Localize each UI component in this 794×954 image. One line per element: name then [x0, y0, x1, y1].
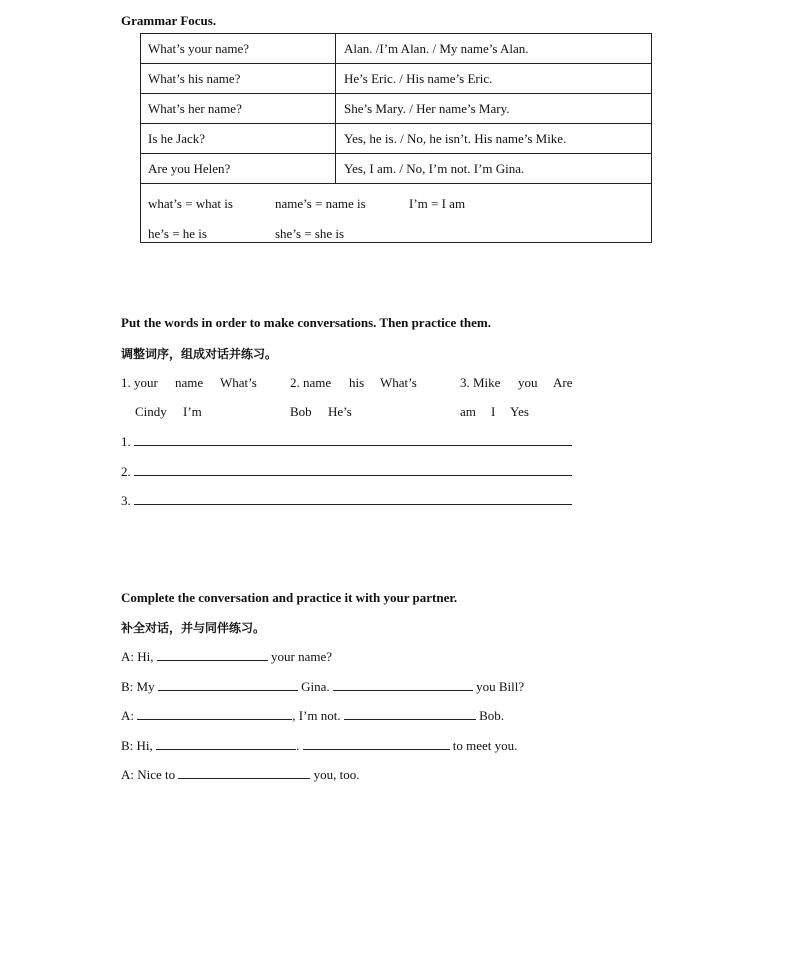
- dialogue-line-4: [121, 738, 517, 754]
- question-cell: Are you Helen?: [141, 154, 336, 183]
- word-group-2-word: his: [349, 375, 365, 390]
- word-group-3-word: Yes: [510, 404, 529, 419]
- dialogue-text: you, too.: [313, 767, 360, 782]
- contraction-whats: what’s = what is: [148, 196, 233, 211]
- fill-blank[interactable]: [303, 738, 450, 750]
- dialogue-line-3: [121, 708, 504, 724]
- answer-cell: She’s Mary. / Her name’s Mary.: [344, 100, 510, 116]
- answer-line-number: 3.: [121, 493, 131, 508]
- word-group-1-word: What’s: [220, 375, 257, 390]
- dialogue-text: Gina.: [301, 679, 330, 694]
- dialogue-text: B: My: [121, 679, 155, 694]
- answer-line-number: 2.: [121, 464, 131, 479]
- word-group-3-word: I: [491, 404, 496, 419]
- dialogue-text: your name?: [271, 649, 333, 664]
- dialogue-text: A:: [121, 708, 134, 723]
- answer-cell: Alan. /I’m Alan. / My name’s Alan.: [344, 40, 529, 56]
- answer-blank[interactable]: [134, 464, 572, 476]
- fill-blank[interactable]: [157, 649, 268, 661]
- dialogue-text: you Bill?: [476, 679, 525, 694]
- contraction-shes: she’s = she is: [275, 226, 345, 241]
- table-row: [141, 94, 651, 124]
- dialogue-line-2: [121, 679, 524, 695]
- table-row: [141, 124, 651, 154]
- word-group-1-number: 1. your: [121, 375, 158, 390]
- answer-blank[interactable]: [134, 434, 572, 446]
- word-group-3-number: 3. Mike: [460, 375, 501, 390]
- fill-blank[interactable]: [178, 767, 310, 779]
- answer-blank[interactable]: [134, 493, 572, 505]
- fill-blank[interactable]: [344, 708, 476, 720]
- dialogue-text: B: Hi,: [121, 738, 153, 753]
- answer-cell: Yes, he is. / No, he isn’t. His name’s Mike.: [344, 130, 567, 146]
- fill-blank[interactable]: [158, 679, 298, 691]
- answer-cell: He’s Eric. / His name’s Eric.: [344, 70, 493, 86]
- dialogue-text: .: [296, 738, 300, 753]
- word-group-3-word: you: [518, 375, 538, 390]
- word-group-1-word: name: [175, 375, 204, 390]
- fill-blank[interactable]: [137, 708, 292, 720]
- dialogue-line-5: [121, 767, 360, 783]
- answer-line-2[interactable]: [121, 464, 572, 480]
- dialogue-text: A: Hi,: [121, 649, 154, 664]
- dialogue-text: A: Nice to: [121, 767, 176, 782]
- dialogue-text: to meet you.: [452, 738, 518, 753]
- word-group-2-word: What’s: [380, 375, 417, 390]
- word-group-3-word: am: [460, 404, 476, 419]
- contraction-hes: he’s = he is: [148, 226, 207, 241]
- table-row: [141, 64, 651, 94]
- order-title-cn: 调整词序，组成对话并练习。: [121, 347, 278, 361]
- question-cell: What’s his name?: [141, 64, 336, 93]
- table-row: [141, 154, 651, 184]
- table-row: [141, 34, 651, 64]
- contraction-im: I’m = I am: [409, 196, 466, 211]
- grammar-focus-title: Grammar Focus.: [121, 13, 217, 28]
- word-group-1-word: I’m: [183, 404, 202, 419]
- word-group-3-word: Are: [553, 375, 573, 390]
- grammar-table: [140, 33, 652, 243]
- answer-line-1[interactable]: [121, 434, 572, 450]
- answer-cell: Yes, I am. / No, I’m not. I’m Gina.: [344, 160, 525, 176]
- word-group-2-word: Bob: [290, 404, 312, 419]
- word-group-2-number: 2. name: [290, 375, 332, 390]
- question-cell: Is he Jack?: [141, 124, 336, 153]
- word-group-2-word: He’s: [328, 404, 352, 419]
- complete-title-cn: 补全对话，并与同伴练习。: [121, 621, 266, 635]
- order-title: Put the words in order to make conversations. Then practice them.: [121, 315, 491, 330]
- dialogue-text: Bob.: [479, 708, 505, 723]
- fill-blank[interactable]: [156, 738, 296, 750]
- contraction-names: name’s = name is: [275, 196, 366, 211]
- fill-blank[interactable]: [333, 679, 473, 691]
- dialogue-line-1: [121, 649, 332, 665]
- complete-title: Complete the conversation and practice it with your partner.: [121, 590, 458, 605]
- answer-line-number: 1.: [121, 434, 131, 449]
- word-group-1-word: Cindy: [135, 404, 167, 419]
- dialogue-text: , I’m not.: [292, 708, 341, 723]
- answer-line-3[interactable]: [121, 493, 572, 509]
- question-cell: What’s your name?: [141, 34, 336, 63]
- question-cell: What’s her name?: [141, 94, 336, 123]
